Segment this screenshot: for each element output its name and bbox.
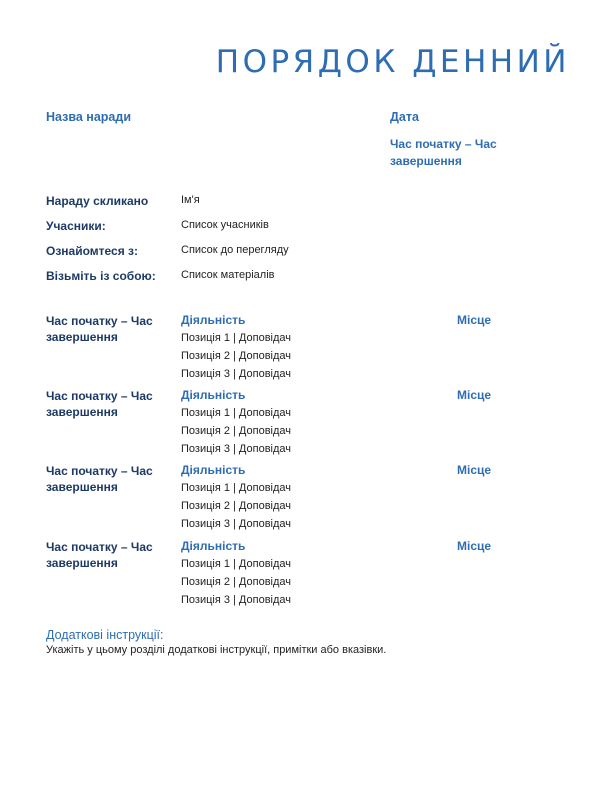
agenda-activity[interactable]: Діяльність [181, 463, 246, 477]
agenda-items [181, 329, 291, 383]
agenda-activity[interactable]: Діяльність [181, 313, 246, 327]
agenda-activity[interactable]: Діяльність [181, 539, 246, 553]
agenda-block [46, 388, 526, 460]
agenda-place[interactable]: Місце [457, 539, 492, 553]
agenda-item[interactable]: Позиція 1 | Доповідач [181, 482, 292, 494]
agenda-item[interactable]: Позиція 1 | Доповідач [181, 407, 292, 419]
page-title[interactable]: ПОРЯДОК ДЕННИЙ [215, 44, 570, 80]
info-value[interactable]: Список до перегляду [181, 244, 289, 256]
info-row-review [46, 244, 446, 264]
info-value[interactable]: Список матеріалів [181, 269, 275, 281]
agenda-block [46, 463, 526, 535]
info-row-called-by [46, 194, 446, 214]
agenda-place[interactable]: Місце [457, 463, 492, 477]
agenda-item[interactable]: Позиція 1 | Доповідач [181, 558, 292, 570]
date-field[interactable]: Дата [390, 110, 419, 124]
agenda-items [181, 555, 291, 609]
agenda-time[interactable]: Час початку – Час завершення [46, 314, 153, 344]
agenda-item[interactable]: Позиція 2 | Доповідач [181, 500, 292, 512]
agenda-place[interactable]: Місце [457, 313, 492, 327]
agenda-items [181, 404, 291, 458]
time-range-field[interactable]: Час початку – Час завершення [390, 137, 497, 168]
info-label: Учасники: [46, 219, 106, 233]
info-value[interactable]: Ім'я [181, 194, 200, 206]
agenda-item[interactable]: Позиція 3 | Доповідач [181, 368, 292, 380]
meeting-name-field[interactable]: Назва наради [46, 110, 131, 124]
additional-instructions-text[interactable]: Укажіть у цьому розділі додаткові інструкції, примітки або вказівки. [46, 644, 387, 656]
agenda-item[interactable]: Позиція 3 | Доповідач [181, 443, 292, 455]
agenda-activity[interactable]: Діяльність [181, 388, 246, 402]
info-label: Нараду скликано [46, 194, 149, 208]
info-row-attendees [46, 219, 446, 239]
additional-instructions-heading[interactable]: Додаткові інструкції: [46, 628, 164, 642]
agenda-item[interactable]: Позиція 2 | Доповідач [181, 576, 292, 588]
agenda-block [46, 539, 526, 611]
agenda-block [46, 313, 526, 385]
agenda-time[interactable]: Час початку – Час завершення [46, 464, 153, 494]
info-label: Ознайомтеся з: [46, 244, 139, 258]
agenda-item[interactable]: Позиція 3 | Доповідач [181, 518, 292, 530]
agenda-item[interactable]: Позиція 3 | Доповідач [181, 594, 292, 606]
agenda-item[interactable]: Позиція 1 | Доповідач [181, 332, 292, 344]
agenda-time[interactable]: Час початку – Час завершення [46, 389, 153, 419]
agenda-items [181, 479, 291, 533]
info-label: Візьміть із собою: [46, 269, 156, 283]
agenda-item[interactable]: Позиція 2 | Доповідач [181, 350, 292, 362]
agenda-time[interactable]: Час початку – Час завершення [46, 540, 153, 570]
info-row-bring [46, 269, 446, 289]
info-value[interactable]: Список учасників [181, 219, 269, 231]
agenda-item[interactable]: Позиція 2 | Доповідач [181, 425, 292, 437]
agenda-place[interactable]: Місце [457, 388, 492, 402]
